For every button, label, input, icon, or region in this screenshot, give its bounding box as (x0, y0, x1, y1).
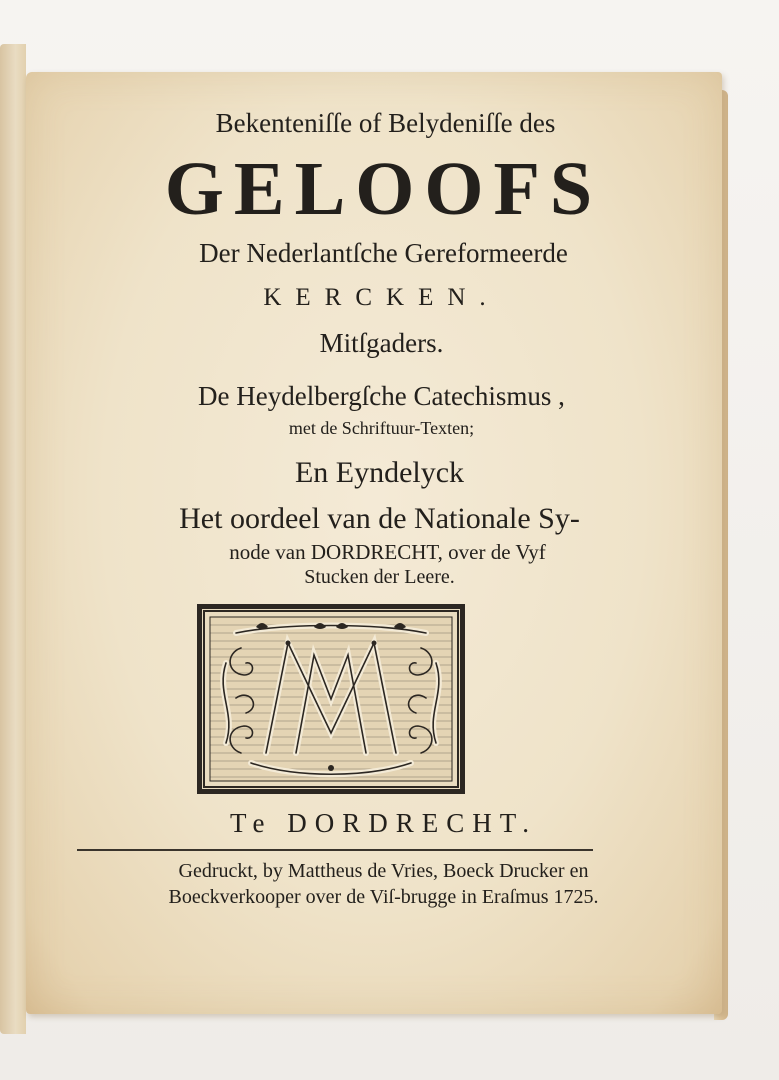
title-line-leere: Stucken der Leere. (304, 566, 455, 588)
imprint-line-gedruckt: Gedruckt, by Mattheus de Vries, Boeck Drucker en (178, 860, 589, 882)
title-line-mitsgaders: Mitſgaders. (319, 328, 444, 358)
title-line-schriftuur: met de Schriftuur-Texten; (288, 418, 475, 438)
title-line-nederlantsche: Der Nederlantſche Gereformeerde (199, 238, 568, 268)
title-line-bekenteniss: Bekenteniſſe of Belydeniſſe des (215, 108, 556, 138)
title-line-eyndelyck: En Eyndelyck (294, 456, 465, 489)
title-line-dordrecht: node van DORDRECHT, over de Vyf (229, 540, 546, 564)
title-line-kercken: KERCKEN. (263, 284, 500, 311)
monogram-woodcut-icon (196, 603, 466, 795)
imprint-divider (77, 849, 593, 851)
place-te-dordrecht: Te DORDRECHT. (229, 808, 538, 838)
title-main-geloofs: GELOOFS (164, 147, 603, 231)
imprint-line-boeckverkooper: Boeckverkooper over de Viſ-brugge in Eraſmus 1725. (168, 886, 599, 908)
title-line-oordeel: Het oordeel van de Nationale Sy- (179, 502, 580, 535)
title-line-catechismus: De Heydelbergſche Catechismus , (198, 381, 565, 411)
